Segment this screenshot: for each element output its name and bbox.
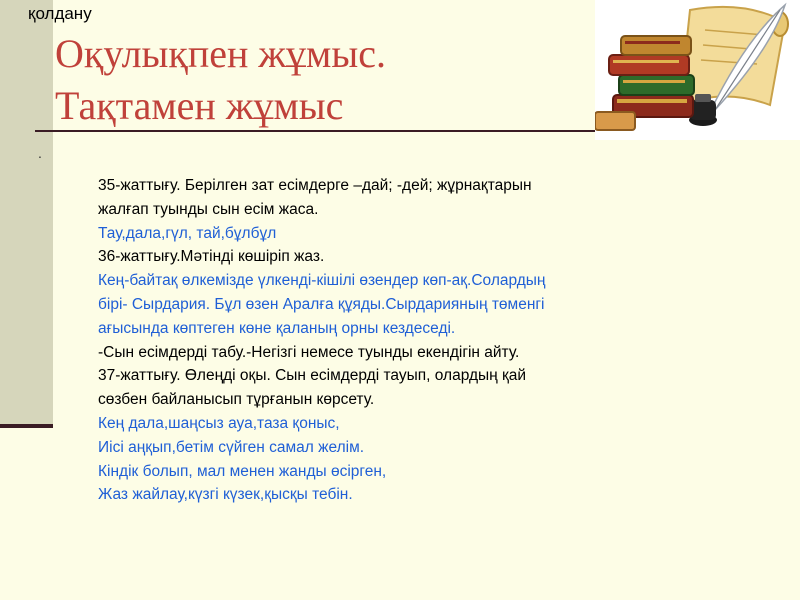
content-line: сөзбен байланысып тұрғанын көрсету. xyxy=(98,391,375,409)
left-band-divider xyxy=(0,424,53,428)
content-line: бірі- Сырдария. Бұл өзен Аралға құяды.Сырдарияның төменгі xyxy=(98,295,545,313)
content-line: Кең дала,шаңсыз ауа,таза қоныс, xyxy=(98,414,340,432)
content-line: ағысында көптеген көне қаланың орны кездеседі. xyxy=(98,319,456,337)
content-line: -Сын есімдерді табу.-Негізгі немесе туынды екендігін айту. xyxy=(98,343,520,361)
title-underline xyxy=(35,130,595,132)
content-line: жалғап туынды сын есім жаса. xyxy=(98,200,319,218)
content-line: Тау,дала,гүл, тай,бұлбұл xyxy=(98,224,277,242)
slide-title-line-1: Оқулықпен жұмыс. xyxy=(55,31,386,76)
content-line: Кіндік болып, мал менен жанды өсірген, xyxy=(98,462,387,480)
content-line: Иісі аңқып,бетім сүйген самал желім. xyxy=(98,438,365,456)
content-line: 35-жаттығу. Берілген зат есімдерге –дай; -дей; жұрнақтарын xyxy=(98,177,532,194)
content-line: Кең-байтақ өлкемізде үлкенді-кішілі өзендер көп-ақ.Солардың xyxy=(98,272,546,290)
exercise-content xyxy=(98,174,698,507)
content-line: Жаз жайлау,күзгі күзек,қысқы тебін. xyxy=(98,486,353,504)
slide-title-line-2: Тақтамен жұмыс xyxy=(55,83,344,128)
content-line: 36-жаттығу.Мәтінді көшіріп жаз. xyxy=(98,248,325,266)
book-stack-icon xyxy=(595,36,694,130)
books-quill-scroll-icon xyxy=(595,0,800,140)
left-decor-band xyxy=(0,0,53,428)
top-label: қолдану xyxy=(28,4,92,23)
content-line: 37-жаттығу. Өлеңді оқы. Сын есімдерді тауып, олардың қай xyxy=(98,367,527,385)
bullet-marker: . xyxy=(38,145,42,161)
